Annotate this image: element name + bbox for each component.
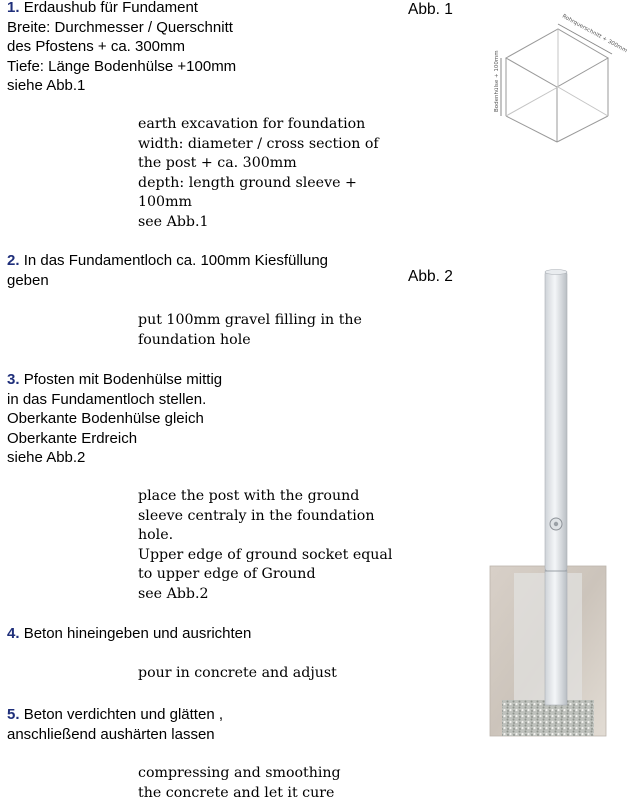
step-3-english: place the post with the ground sleeve centraly in the foundation hole. Upper edge of ground socket equal to upper edge of Ground see Abb.2 xyxy=(138,488,393,602)
step-2-english: put 100mm gravel filling in the foundation hole xyxy=(138,312,362,348)
figure-1-label: Abb. 1 xyxy=(408,1,453,18)
cube-front-face xyxy=(506,29,608,87)
step-2-german: 2. In das Fundamentloch ca. 100mm Kiesfüllung geben xyxy=(7,252,329,289)
step-1-german: 1. Erdaushub für Fundament Breite: Durchmesser / Querschnitt des Pfostens + ca. 300mm Tiefe: Länge Bodenhülse +100mm siehe Abb.1 xyxy=(7,0,237,94)
figure-2-post-in-foundation xyxy=(488,268,608,743)
step-5-english: compressing and smoothing the concrete and let it cure xyxy=(138,765,341,801)
step-4-german: 4. Beton hineingeben und ausrichten xyxy=(7,625,252,642)
step-4-number: 4. xyxy=(7,625,20,642)
step-3-number: 3. xyxy=(7,371,20,388)
dimension-label-top: Rohrquerschnitt + 300mm xyxy=(561,13,628,55)
step-4-english: pour in concrete and adjust xyxy=(138,665,337,681)
dimension-label-side: Bodenhülse + 100mm xyxy=(494,50,500,112)
step-1-number: 1. xyxy=(7,0,20,16)
step-5-german: 5. Beton verdichten und glätten , anschließend aushärten lassen xyxy=(7,706,223,743)
gravel-layer xyxy=(502,700,594,736)
figure-2-label: Abb. 2 xyxy=(408,268,453,285)
step-1-english: earth excavation for foundation width: diameter / cross section of the post + ca. 300mm depth: length ground sleeve + 100mm see Abb.1 xyxy=(138,116,379,230)
step-5-number: 5. xyxy=(7,706,20,723)
ground-sleeve xyxy=(545,570,567,705)
step-3-german: 3. Pfosten mit Bodenhülse mittig in das Fundamentloch stellen. Oberkante Bodenhülse gleich Oberkante Erdreich siehe Abb.2 xyxy=(7,371,223,466)
figure-1-excavation-cube xyxy=(490,8,630,143)
step-2-number: 2. xyxy=(7,252,20,269)
